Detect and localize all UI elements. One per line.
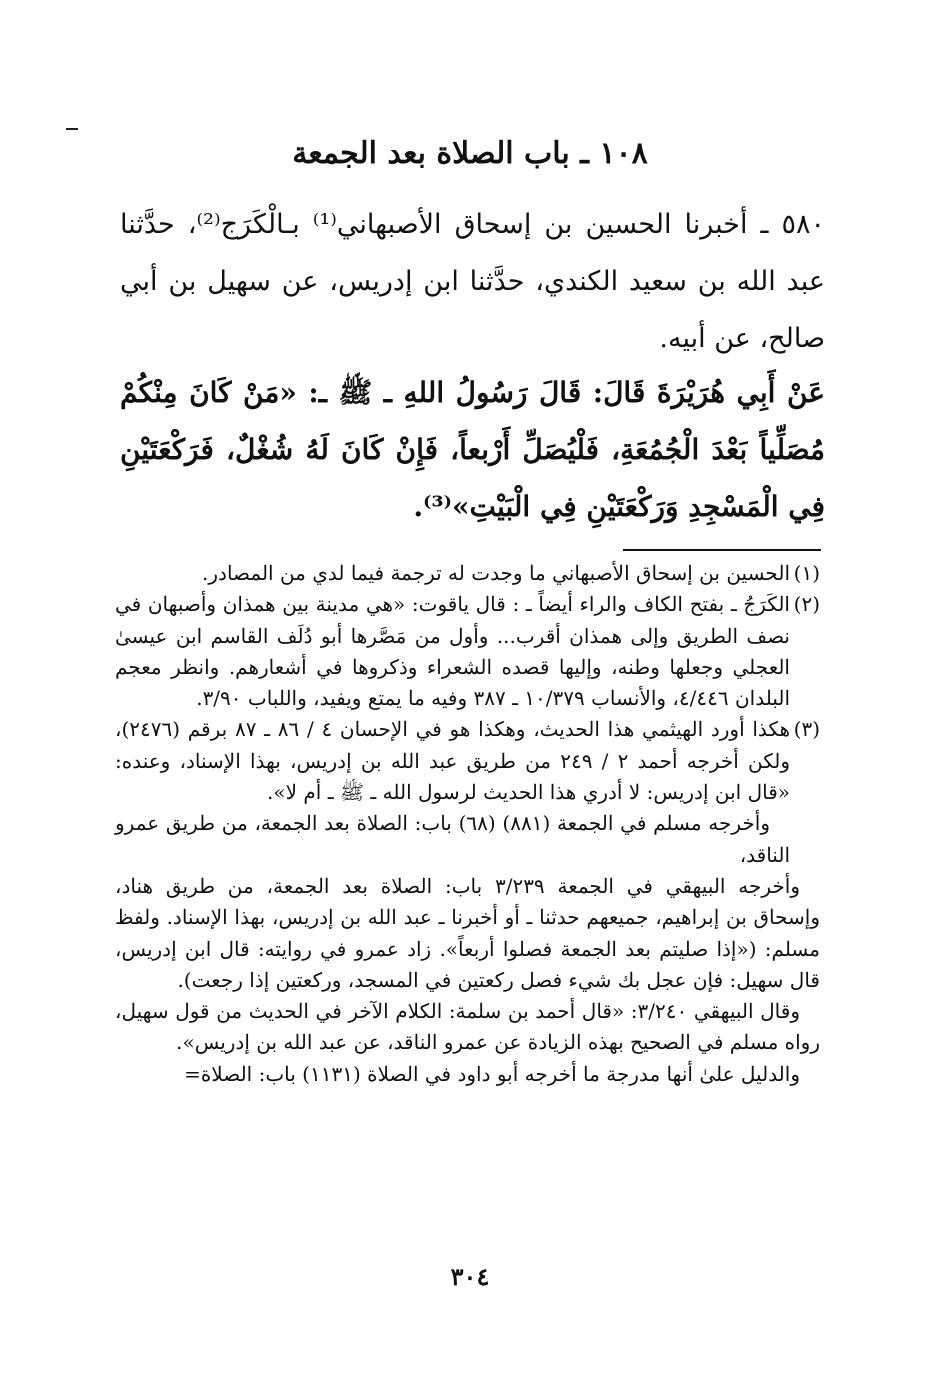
footnote-text: الحسين بن إسحاق الأصبهاني ما وجدت له ترجمة فيما لدي من المصادر. bbox=[202, 561, 790, 585]
hadith-matn: عَنْ أَبِي هُرَيْرَةَ قَالَ: قَالَ رَسُولُ اللهِ ـ ﷺ ـ: «مَنْ كَانَ مِنْكُمْ مُصَلِّياً بَعْدَ الْجُمُعَةِ، فَلْيُصَلِّ أَرْبعاً، فَإِنْ كَانَ لَهُ شُغْلٌ، فَرَكْعَتَيْنِ فِي الْمَسْجِدِ وَرَكْعَتَيْنِ فِي الْبَيْتِ»⁽³⁾. bbox=[120, 376, 825, 523]
footnote-2 bbox=[115, 589, 820, 714]
footnotes bbox=[115, 558, 820, 1090]
margin-mark bbox=[66, 128, 78, 130]
footnote-text: الكَرَجُ ـ بفتح الكاف والراء أيضاً ـ : قال ياقوت: «هي مدينة بين همذان وأصبهان في نصف الطريق وإلى همذان أقرب... وأول من مَصَّرها أبو دُلَف القاسم ابن عيسىٰ العجلي وجعلها وطنه، وإليها قصده الشعراء وذكروها في أشعارهم. وانظر معجم البلدان ٤/٤٤٦، والأنساب ١٠/٣٧٩ ـ ٣٨٧ وفيه ما يمتع ويفيد، واللباب ٣/٩٠. bbox=[115, 592, 790, 711]
footnote-marker: (٣) bbox=[793, 717, 820, 742]
hadith-isnad: ٥٨٠ ـ أخبرنا الحسين بن إسحاق الأصبهاني⁽¹⁾ بـالْكَرَج⁽²⁾، حدَّثنا عبد الله بن سعيد الكندي، حدَّثنا ابن إدريس، عن سهيل بن أبي صالح، عن أبيه. bbox=[120, 209, 825, 354]
footnote-3-paragraph: وقال البيهقي ٣/٢٤٠: «قال أحمد بن سلمة: الكلام الآخر في الحديث من قول سهيل، رواه مسلم في الصحيح بهذه الزيادة عن عمرو الناقد، عن عبد الله بن إدريس». bbox=[115, 999, 820, 1055]
footnote-3 bbox=[115, 714, 820, 808]
footnote-separator bbox=[623, 549, 821, 551]
footnote-marker: (١) bbox=[793, 561, 820, 585]
footnote-3-paragraph: وأخرجه البيهقي في الجمعة ٣/٢٣٩ باب: الصلاة بعد الجمعة، من طريق هناد، وإسحاق بن إبراهيم، جميعهم حدثنا ـ أو أخبرنا ـ عبد الله بن إدريس، بهذا الإسناد. ولفظ مسلم: («إذا صليتم بعد الجمعة فصلوا أربعاً». زاد عمرو في روايته: قال ابن إدريس، قال سهيل: فإن عجل بك شيء فصل ركعتين في المسجد، وركعتين إذا رجعت). bbox=[115, 873, 820, 992]
page-number: ٣٠٤ bbox=[450, 1262, 490, 1291]
footnote-marker: (٢) bbox=[793, 592, 820, 617]
footnote-3-paragraph: والدليل علىٰ أنها مدرجة ما أخرجه أبو داود في الصلاة (١١٣١) باب: الصلاة= bbox=[184, 1061, 800, 1086]
footnote-3-paragraph: وأخرجه مسلم في الجمعة (٨٨١) (٦٨) باب: الصلاة بعد الجمعة، من طريق عمرو الناقد، bbox=[115, 811, 790, 867]
footnote-1 bbox=[115, 558, 820, 589]
footnote-text: هكذا أورد الهيثمي هذا الحديث، وهكذا هو في الإحسان ٤ / ٨٦ ـ ٨٧ برقم (٢٤٧٦)، ولكن أخرجه أحمد ٢ / ٢٤٩ من طريق عبد الله بن إدريس، بهذا الإسناد، وعنده: «قال ابن إدريس: لا أدري هذا الحديث لرسول الله ـ ﷺ ـ أم لا». bbox=[115, 717, 791, 805]
chapter-title: ١٠٨ ـ باب الصلاة بعد الجمعة bbox=[292, 136, 648, 171]
